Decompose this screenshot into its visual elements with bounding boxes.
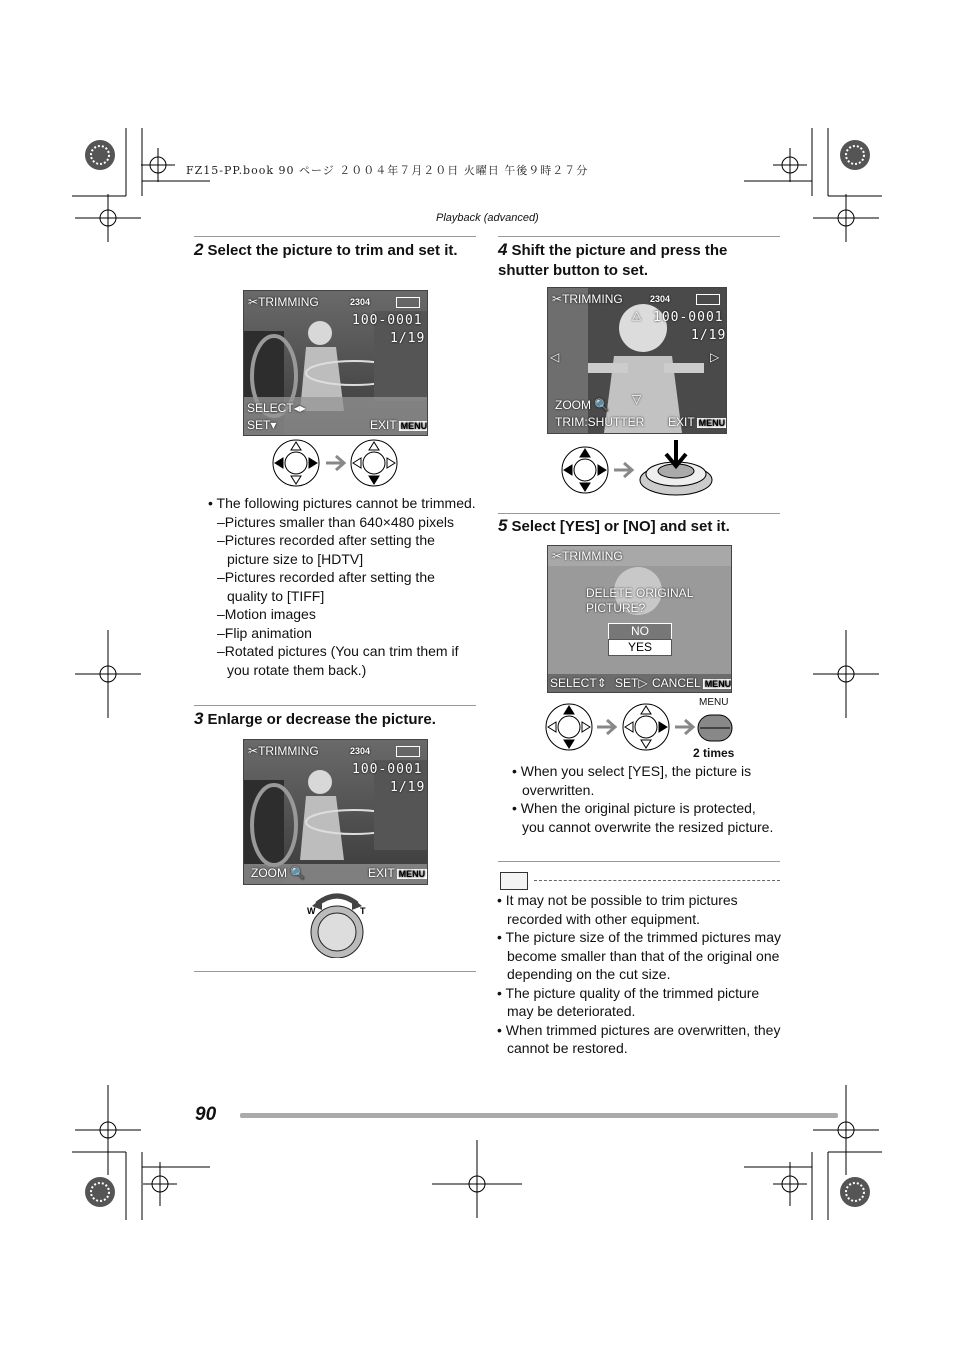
restriction-item: –Pictures recorded after setting the picture size to [HDTV] (217, 532, 435, 567)
divider (498, 513, 780, 514)
delete-question: DELETE ORIGINAL PICTURE? (586, 586, 693, 615)
trim-restrictions (208, 494, 478, 679)
wide-label: W (307, 906, 316, 916)
step-number: 5 (498, 516, 508, 535)
restriction-item: –Pictures smaller than 640×480 pixels (217, 513, 454, 530)
step-number: 4 (498, 240, 508, 259)
general-notes (497, 891, 781, 1058)
step-5-notes (512, 762, 780, 836)
page-number: 90 (195, 1104, 217, 1125)
divider (498, 236, 780, 237)
shift-right-icon: ▷ (710, 350, 720, 364)
set-hint: SET▾ (247, 418, 277, 432)
lcd-screen-select (243, 290, 428, 436)
trim-shutter-hint: TRIM:SHUTTER (555, 415, 645, 429)
zoom-hint: ZOOM 🔍 (251, 866, 306, 880)
restriction-intro: • The following pictures cannot be trimmed. (208, 495, 476, 511)
dashed-line (534, 880, 780, 881)
step-3-title (194, 709, 476, 730)
note-item: • When you select [YES], the picture is overwritten. (512, 763, 752, 798)
lcd-screen-shift (547, 287, 727, 434)
note-item: • When trimmed pictures are overwritten, they cannot be restored. (497, 1021, 781, 1056)
tele-label: T (360, 906, 366, 916)
step-2-title (194, 240, 476, 261)
step-number: 2 (194, 240, 204, 259)
step-5-title (498, 516, 780, 537)
exit-hint: EXIT MENU (368, 866, 426, 880)
exit-hint: EXIT MENU (370, 418, 428, 432)
restriction-item: –Flip animation (217, 624, 312, 641)
set-hint: SET▷ (615, 676, 648, 690)
file-number: 100-0001 (352, 762, 423, 777)
cancel-hint: CANCEL MENU (652, 676, 732, 690)
zoom-hint: ZOOM 🔍 (555, 398, 610, 412)
step-number: 3 (194, 709, 204, 728)
restriction-item: –Rotated pictures (You can trim them if you rotate them back.) (217, 643, 459, 678)
select-hint: SELECT◂▸ (247, 401, 306, 415)
step-4-title (498, 240, 780, 281)
trim-title: ✂TRIMMING (552, 549, 623, 563)
picture-size: 2304 (350, 746, 371, 756)
picture-count: 1/19 (390, 331, 426, 346)
picture-size: 2304 (650, 294, 671, 304)
divider (194, 236, 476, 237)
picture-size: 2304 (350, 297, 371, 307)
file-number: 100-0001 (352, 313, 423, 328)
divider (498, 861, 780, 862)
note-item: • It may not be possible to trim pictures recorded with other equipment. (497, 892, 738, 927)
picture-count: 1/19 (691, 328, 727, 343)
photo-girl-faded (548, 546, 731, 692)
step-text: Select the picture to trim and set it. (207, 242, 458, 259)
trim-title: ✂TRIMMING (248, 295, 319, 309)
note-item: • The picture quality of the trimmed picture may be deteriorated. (497, 984, 760, 1019)
shift-left-icon: ◁ (550, 350, 560, 364)
trim-title: ✂TRIMMING (552, 292, 623, 306)
running-title: Playback (advanced) (436, 212, 539, 224)
restriction-item: –Motion images (217, 606, 316, 622)
cursor-buttons-diagram (270, 437, 400, 489)
battery-icon (696, 294, 720, 305)
option-yes[interactable]: YES (608, 639, 672, 656)
select-hint: SELECT⇕ (550, 676, 607, 690)
file-header: FZ15-PP.book 90 ページ ２００４年７月２０日 火曜日 午後９時２７分 (186, 164, 589, 177)
step-text: Select [YES] or [NO] and set it. (511, 518, 730, 535)
press-times-label: 2 times (693, 746, 735, 760)
restriction-item: –Pictures recorded after setting the quality to [TIFF] (217, 569, 435, 604)
note-item: • The picture size of the trimmed pictures may become smaller than that of the original one depending on the cut size. (497, 929, 781, 982)
lcd-screen-zoom (243, 739, 428, 885)
exit-hint: EXIT MENU (668, 415, 726, 429)
step-text: Enlarge or decrease the picture. (207, 711, 436, 728)
lcd-screen-confirm (547, 545, 732, 693)
zoom-lever-icon (292, 886, 382, 958)
note-item: • When the original picture is protected, you cannot overwrite the resized picture. (512, 800, 774, 835)
trim-title: ✂TRIMMING (248, 744, 319, 758)
shift-down-icon: ▽ (632, 392, 642, 406)
divider (194, 971, 476, 972)
cursor-shutter-diagram (558, 438, 718, 500)
step-text: Shift the picture and press the shutter button to set. (498, 242, 728, 279)
divider (194, 705, 476, 706)
picture-count: 1/19 (390, 780, 426, 795)
option-no[interactable]: NO (608, 623, 672, 640)
battery-icon (396, 297, 420, 308)
shift-up-icon: △ (632, 308, 642, 322)
battery-icon (396, 746, 420, 757)
menu-button-label: MENU (699, 697, 729, 708)
notes-book-icon (500, 872, 528, 890)
file-number: 100-0001 (653, 310, 724, 325)
footer-bar (240, 1113, 838, 1118)
